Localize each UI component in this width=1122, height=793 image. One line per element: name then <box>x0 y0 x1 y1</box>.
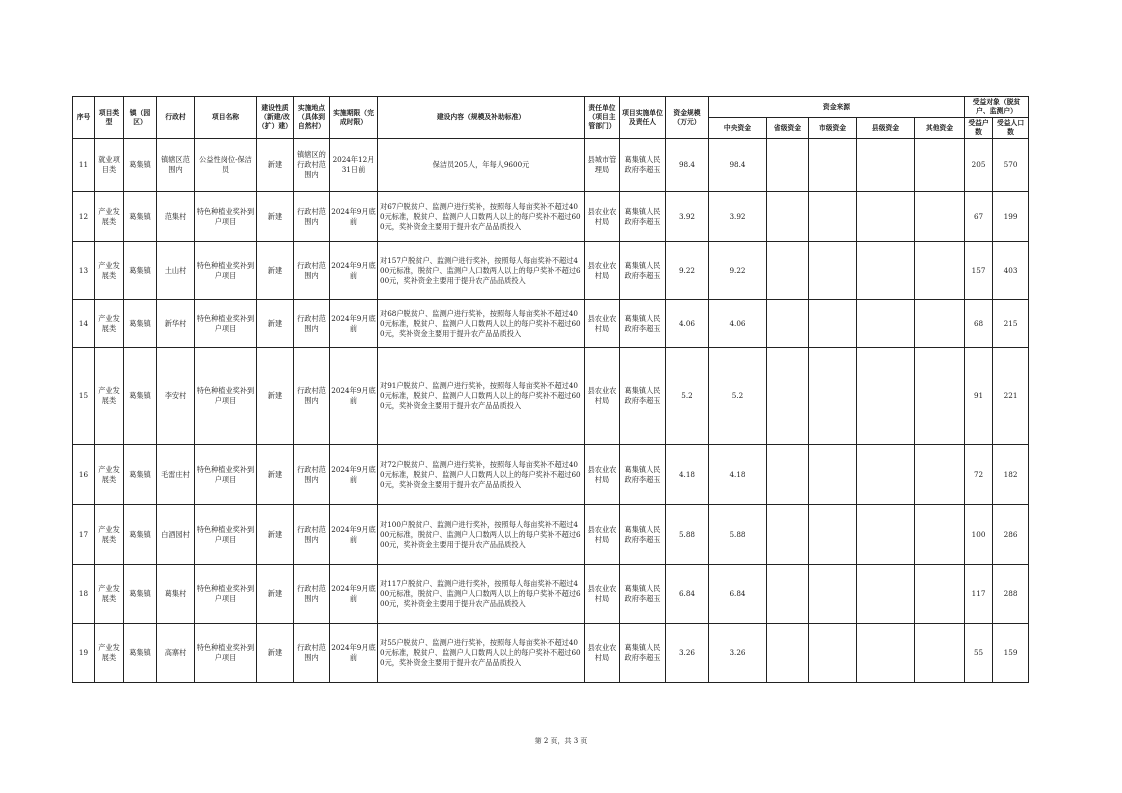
cell-county <box>857 139 915 192</box>
cell-central: 6.84 <box>709 565 767 624</box>
cell-village: 李安村 <box>157 348 195 445</box>
cell-county <box>857 300 915 348</box>
header-impl-unit: 项目实施单位及责任人 <box>620 97 666 139</box>
cell-village: 新华村 <box>157 300 195 348</box>
cell-county <box>857 445 915 505</box>
cell-village: 土山村 <box>157 242 195 300</box>
cell-town: 葛集镇 <box>124 192 157 242</box>
cell-households: 67 <box>965 192 993 242</box>
cell-households: 117 <box>965 565 993 624</box>
cell-type: 产业发展类 <box>95 624 124 683</box>
cell-content: 对117户脱贫户、监测户进行奖补，按照每人每亩奖补不超过400元标准，脱贫户、监测户人口数两人以上的每户奖补不超过600元，奖补资金主要用于提升农产品品质投入 <box>378 565 585 624</box>
cell-provincial <box>767 300 809 348</box>
table-row <box>73 139 1029 192</box>
cell-nature: 新建 <box>257 192 294 242</box>
cell-resp-unit: 县农业农村局 <box>585 192 620 242</box>
cell-population: 221 <box>993 348 1029 445</box>
cell-resp-unit: 县农业农村局 <box>585 348 620 445</box>
cell-population: 288 <box>993 565 1029 624</box>
project-table <box>72 96 1029 683</box>
cell-population: 199 <box>993 192 1029 242</box>
cell-location: 行政村范围内 <box>294 445 330 505</box>
cell-population: 215 <box>993 300 1029 348</box>
cell-town: 葛集镇 <box>124 242 157 300</box>
cell-households: 157 <box>965 242 993 300</box>
cell-provincial <box>767 192 809 242</box>
cell-city <box>809 445 857 505</box>
cell-period: 2024年9月底前 <box>330 624 378 683</box>
cell-location: 行政村范围内 <box>294 624 330 683</box>
cell-central: 5.2 <box>709 348 767 445</box>
cell-scale: 4.06 <box>666 300 709 348</box>
cell-period: 2024年9月底前 <box>330 565 378 624</box>
cell-scale: 5.88 <box>666 505 709 565</box>
header-other: 其他资金 <box>915 118 965 139</box>
header-scale: 资金规模（万元） <box>666 97 709 139</box>
cell-scale: 4.18 <box>666 445 709 505</box>
cell-other <box>915 192 965 242</box>
cell-county <box>857 348 915 445</box>
cell-impl-unit: 葛集镇人民政府李超玉 <box>620 242 666 300</box>
cell-nature: 新建 <box>257 300 294 348</box>
table-row <box>73 565 1029 624</box>
cell-town: 葛集镇 <box>124 505 157 565</box>
table-row <box>73 445 1029 505</box>
cell-content: 对55户脱贫户、监测户进行奖补，按照每人每亩奖补不超过400元标准，脱贫户、监测户人口数两人以上的每户奖补不超过600元，奖补资金主要用于提升农产品品质投入 <box>378 624 585 683</box>
cell-town: 葛集镇 <box>124 348 157 445</box>
cell-name: 特色种植业奖补到户项目 <box>195 445 257 505</box>
cell-period: 2024年9月底前 <box>330 242 378 300</box>
cell-nature: 新建 <box>257 565 294 624</box>
cell-resp-unit: 县农业农村局 <box>585 242 620 300</box>
header-provincial: 省级资金 <box>767 118 809 139</box>
cell-type: 产业发展类 <box>95 348 124 445</box>
cell-central: 4.06 <box>709 300 767 348</box>
cell-village: 高寨村 <box>157 624 195 683</box>
cell-town: 葛集镇 <box>124 565 157 624</box>
cell-scale: 3.92 <box>666 192 709 242</box>
cell-city <box>809 624 857 683</box>
table-row <box>73 192 1029 242</box>
cell-other <box>915 139 965 192</box>
cell-seq: 15 <box>73 348 95 445</box>
cell-type: 产业发展类 <box>95 565 124 624</box>
cell-resp-unit: 县农业农村局 <box>585 565 620 624</box>
cell-provincial <box>767 565 809 624</box>
cell-households: 100 <box>965 505 993 565</box>
cell-village: 白酒园村 <box>157 505 195 565</box>
cell-other <box>915 565 965 624</box>
cell-population: 403 <box>993 242 1029 300</box>
header-county: 县级资金 <box>857 118 915 139</box>
cell-location: 行政村范围内 <box>294 505 330 565</box>
cell-period: 2024年12月31日前 <box>330 139 378 192</box>
header-name: 项目名称 <box>195 97 257 139</box>
cell-type: 就业项目类 <box>95 139 124 192</box>
cell-households: 205 <box>965 139 993 192</box>
cell-county <box>857 505 915 565</box>
cell-content: 对67户脱贫户、监测户进行奖补，按照每人每亩奖补不超过400元标准，脱贫户、监测户人口数两人以上的每户奖补不超过600元，奖补资金主要用于提升农产品品质投入 <box>378 192 585 242</box>
cell-provincial <box>767 242 809 300</box>
cell-type: 产业发展类 <box>95 300 124 348</box>
header-type: 项目类型 <box>95 97 124 139</box>
header-city: 市级资金 <box>809 118 857 139</box>
cell-resp-unit: 县农业农村局 <box>585 445 620 505</box>
cell-seq: 16 <box>73 445 95 505</box>
cell-impl-unit: 葛集镇人民政府李超玉 <box>620 139 666 192</box>
header-beneficiary-group: 受益对象（脱贫户、监测户） <box>965 97 1029 118</box>
cell-location: 行政村范围内 <box>294 192 330 242</box>
cell-type: 产业发展类 <box>95 505 124 565</box>
cell-central: 5.88 <box>709 505 767 565</box>
cell-city <box>809 348 857 445</box>
cell-other <box>915 445 965 505</box>
header-resp-unit: 责任单位（项目主管部门） <box>585 97 620 139</box>
cell-type: 产业发展类 <box>95 192 124 242</box>
cell-provincial <box>767 505 809 565</box>
table-row <box>73 348 1029 445</box>
header-nature: 建设性质（新建/改（扩）建） <box>257 97 294 139</box>
header-town: 镇（园区） <box>124 97 157 139</box>
header-location: 实施地点（具体到自然村） <box>294 97 330 139</box>
cell-nature: 新建 <box>257 445 294 505</box>
cell-name: 特色种植业奖补到户项目 <box>195 565 257 624</box>
cell-period: 2024年9月底前 <box>330 348 378 445</box>
cell-village: 毛雷庄村 <box>157 445 195 505</box>
cell-scale: 6.84 <box>666 565 709 624</box>
cell-seq: 11 <box>73 139 95 192</box>
cell-city <box>809 300 857 348</box>
cell-resp-unit: 县农业农村局 <box>585 505 620 565</box>
cell-central: 3.92 <box>709 192 767 242</box>
cell-location: 行政村范围内 <box>294 242 330 300</box>
cell-name: 特色种植业奖补到户项目 <box>195 348 257 445</box>
cell-content: 对72户脱贫户、监测户进行奖补，按照每人每亩奖补不超过400元标准，脱贫户、监测户人口数两人以上的每户奖补不超过600元，奖补资金主要用于提升农产品品质投入 <box>378 445 585 505</box>
header-content: 建设内容（规模及补助标准） <box>378 97 585 139</box>
cell-resp-unit: 县农业农村局 <box>585 300 620 348</box>
cell-name: 特色种植业奖补到户项目 <box>195 300 257 348</box>
cell-village: 葛集村 <box>157 565 195 624</box>
cell-other <box>915 624 965 683</box>
cell-other <box>915 505 965 565</box>
cell-central: 3.26 <box>709 624 767 683</box>
cell-other <box>915 242 965 300</box>
cell-name: 特色种植业奖补到户项目 <box>195 624 257 683</box>
cell-provincial <box>767 445 809 505</box>
cell-town: 葛集镇 <box>124 445 157 505</box>
cell-households: 68 <box>965 300 993 348</box>
cell-city <box>809 242 857 300</box>
header-source-group: 资金来源 <box>709 97 965 118</box>
cell-impl-unit: 葛集镇人民政府李超玉 <box>620 348 666 445</box>
cell-content: 保洁员205人，年每人9600元 <box>378 139 585 192</box>
header-seq: 序号 <box>73 97 95 139</box>
cell-impl-unit: 葛集镇人民政府李超玉 <box>620 505 666 565</box>
table-row <box>73 624 1029 683</box>
header-village: 行政村 <box>157 97 195 139</box>
cell-location: 行政村范围内 <box>294 565 330 624</box>
table-body <box>73 139 1029 683</box>
cell-impl-unit: 葛集镇人民政府李超玉 <box>620 565 666 624</box>
cell-content: 对100户脱贫户、监测户进行奖补，按照每人每亩奖补不超过400元标准，脱贫户、监测户人口数两人以上的每户奖补不超过600元，奖补资金主要用于提升农产品品质投入 <box>378 505 585 565</box>
cell-seq: 14 <box>73 300 95 348</box>
cell-central: 4.18 <box>709 445 767 505</box>
cell-content: 对68户脱贫户、监测户进行奖补，按照每人每亩奖补不超过400元标准，脱贫户、监测户人口数两人以上的每户奖补不超过600元，奖补资金主要用于提升农产品品质投入 <box>378 300 585 348</box>
cell-households: 91 <box>965 348 993 445</box>
cell-content: 对157户脱贫户、监测户进行奖补，按照每人每亩奖补不超过400元标准，脱贫户、监测户人口数两人以上的每户奖补不超过600元，奖补资金主要用于提升农产品品质投入 <box>378 242 585 300</box>
cell-period: 2024年9月底前 <box>330 445 378 505</box>
cell-scale: 5.2 <box>666 348 709 445</box>
cell-town: 葛集镇 <box>124 139 157 192</box>
cell-provincial <box>767 624 809 683</box>
cell-impl-unit: 葛集镇人民政府李超玉 <box>620 300 666 348</box>
cell-nature: 新建 <box>257 505 294 565</box>
header-population: 受益人口数 <box>993 118 1029 139</box>
cell-town: 葛集镇 <box>124 624 157 683</box>
cell-city <box>809 505 857 565</box>
cell-impl-unit: 葛集镇人民政府李超玉 <box>620 624 666 683</box>
cell-city <box>809 192 857 242</box>
header-central: 中央资金 <box>709 118 767 139</box>
cell-scale: 98.4 <box>666 139 709 192</box>
cell-resp-unit: 县农业农村局 <box>585 624 620 683</box>
cell-type: 产业发展类 <box>95 445 124 505</box>
cell-village: 范集村 <box>157 192 195 242</box>
cell-population: 159 <box>993 624 1029 683</box>
cell-impl-unit: 葛集镇人民政府李超玉 <box>620 192 666 242</box>
cell-seq: 17 <box>73 505 95 565</box>
cell-households: 72 <box>965 445 993 505</box>
cell-impl-unit: 葛集镇人民政府李超玉 <box>620 445 666 505</box>
cell-county <box>857 624 915 683</box>
cell-city <box>809 565 857 624</box>
cell-other <box>915 348 965 445</box>
cell-county <box>857 242 915 300</box>
cell-seq: 19 <box>73 624 95 683</box>
header-households: 受益户数 <box>965 118 993 139</box>
cell-nature: 新建 <box>257 624 294 683</box>
header-period: 实施期限（完成时限） <box>330 97 378 139</box>
cell-scale: 9.22 <box>666 242 709 300</box>
cell-provincial <box>767 348 809 445</box>
cell-other <box>915 300 965 348</box>
cell-scale: 3.26 <box>666 624 709 683</box>
cell-nature: 新建 <box>257 242 294 300</box>
table-row <box>73 505 1029 565</box>
cell-name: 特色种植业奖补到户项目 <box>195 192 257 242</box>
cell-period: 2024年9月底前 <box>330 300 378 348</box>
cell-period: 2024年9月底前 <box>330 192 378 242</box>
cell-village: 镇辖区范围内 <box>157 139 195 192</box>
cell-nature: 新建 <box>257 139 294 192</box>
cell-period: 2024年9月底前 <box>330 505 378 565</box>
cell-population: 570 <box>993 139 1029 192</box>
cell-city <box>809 139 857 192</box>
cell-seq: 12 <box>73 192 95 242</box>
cell-location: 镇辖区的行政村范围内 <box>294 139 330 192</box>
cell-location: 行政村范围内 <box>294 348 330 445</box>
page-footer: 第 2 页，共 3 页 <box>534 737 588 745</box>
cell-content: 对91户脱贫户、监测户进行奖补，按照每人每亩奖补不超过400元标准，脱贫户、监测户人口数两人以上的每户奖补不超过600元，奖补资金主要用于提升农产品品质投入 <box>378 348 585 445</box>
cell-name: 公益性岗位-保洁员 <box>195 139 257 192</box>
cell-households: 55 <box>965 624 993 683</box>
cell-nature: 新建 <box>257 348 294 445</box>
cell-type: 产业发展类 <box>95 242 124 300</box>
cell-county <box>857 192 915 242</box>
cell-seq: 13 <box>73 242 95 300</box>
table-row <box>73 242 1029 300</box>
cell-provincial <box>767 139 809 192</box>
cell-county <box>857 565 915 624</box>
cell-name: 特色种植业奖补到户项目 <box>195 505 257 565</box>
table-row <box>73 300 1029 348</box>
cell-resp-unit: 县城市管理局 <box>585 139 620 192</box>
cell-central: 98.4 <box>709 139 767 192</box>
cell-central: 9.22 <box>709 242 767 300</box>
cell-town: 葛集镇 <box>124 300 157 348</box>
cell-location: 行政村范围内 <box>294 300 330 348</box>
cell-name: 特色种植业奖补到户项目 <box>195 242 257 300</box>
cell-population: 286 <box>993 505 1029 565</box>
cell-seq: 18 <box>73 565 95 624</box>
cell-population: 182 <box>993 445 1029 505</box>
